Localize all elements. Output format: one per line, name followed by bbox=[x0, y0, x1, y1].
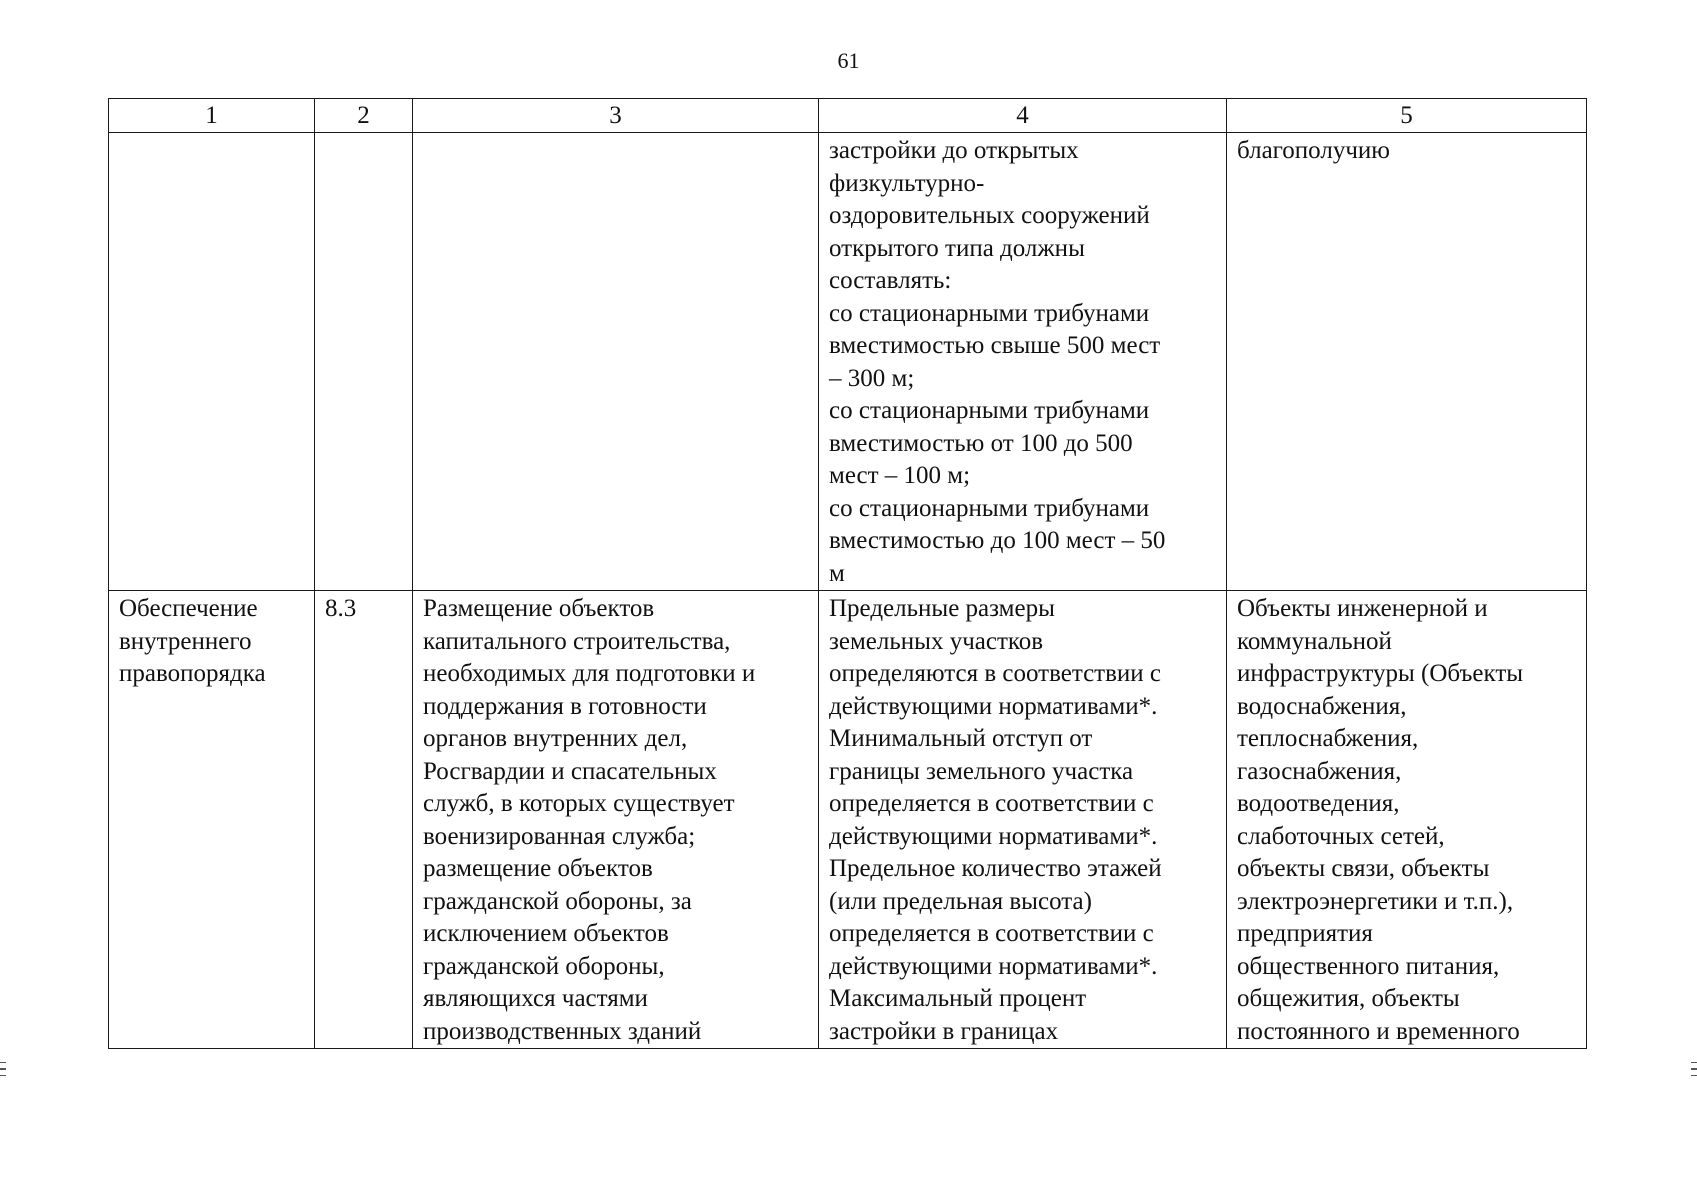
cell-text-line: производственных зданий bbox=[423, 1017, 702, 1045]
cell-text-line: действующими нормативами*. bbox=[829, 692, 1158, 720]
column-header-3: 3 bbox=[413, 99, 819, 133]
cell-text-line: оздоровительных сооружений bbox=[829, 202, 1150, 229]
cell-text-line: газоснабжения, bbox=[1237, 757, 1402, 785]
cell-text-line: правопорядка bbox=[119, 660, 266, 687]
cell-text-line: водоснабжения, bbox=[1237, 692, 1407, 720]
cell-text-line: являющихся частями bbox=[423, 985, 648, 1012]
cell-text-line: физкультурно- bbox=[829, 169, 985, 197]
cell-text-line: электроэнергетики и т.п.), bbox=[1237, 887, 1514, 915]
cell-text-line: общежития, объекты bbox=[1237, 985, 1460, 1012]
cell-parameters bbox=[819, 133, 1227, 591]
cell-text-line: благополучию bbox=[1237, 137, 1390, 164]
cell-text-line: м bbox=[829, 559, 845, 587]
scan-edge-mark-right bbox=[1691, 1062, 1697, 1084]
cell-text-line: общественного питания, bbox=[1237, 952, 1500, 980]
cell-permitted-uses bbox=[1227, 133, 1587, 591]
cell-text-line: вместимостью от 100 до 500 bbox=[829, 429, 1133, 457]
scan-edge-mark-left bbox=[0, 1062, 6, 1084]
cell-text-line: водоотведения, bbox=[1237, 790, 1400, 817]
cell-text-line: необходимых для подготовки и bbox=[423, 660, 756, 687]
cell-text-line: внутреннего bbox=[119, 627, 252, 655]
cell-text-line: Обеспечение bbox=[119, 595, 258, 622]
cell-text-line: военизированная служба; bbox=[423, 822, 696, 850]
cell-text-line: Размещение объектов bbox=[423, 595, 655, 622]
cell-text-line: размещение объектов bbox=[423, 855, 653, 882]
column-header-2: 2 bbox=[315, 99, 413, 133]
cell-text-line: Предельные размеры bbox=[829, 595, 1055, 622]
cell-text-line: служб, в которых существует bbox=[423, 790, 735, 817]
cell-permitted-uses bbox=[1227, 591, 1587, 1049]
page-number: 61 bbox=[837, 48, 860, 73]
cell-text-line: застройки до открытых bbox=[829, 137, 1079, 164]
cell-text-line: исключением объектов bbox=[423, 920, 669, 947]
column-header-5: 5 bbox=[1227, 99, 1587, 133]
regulations-table bbox=[108, 98, 1587, 1049]
cell-use-type bbox=[109, 133, 315, 591]
cell-text-line: объекты связи, объекты bbox=[1237, 855, 1490, 882]
cell-text-line: (или предельная высота) bbox=[829, 887, 1092, 915]
cell-text-line: Росгвардии и спасательных bbox=[423, 757, 717, 785]
cell-text-line: вместимостью свыше 500 мест bbox=[829, 332, 1161, 359]
cell-text-line: определяется в соответствии с bbox=[829, 920, 1154, 947]
cell-text-line: органов внутренних дел, bbox=[423, 725, 688, 752]
cell-text-line: – 300 м; bbox=[829, 364, 915, 392]
cell-text-line: постоянного и временного bbox=[1237, 1017, 1520, 1045]
cell-text-line: слаботочных сетей, bbox=[1237, 822, 1445, 850]
cell-code bbox=[315, 591, 413, 1049]
cell-text-line: предприятия bbox=[1237, 920, 1373, 947]
cell-text-line: со стационарными трибунами bbox=[829, 397, 1150, 424]
cell-description bbox=[413, 133, 819, 591]
cell-use-type bbox=[109, 591, 315, 1049]
cell-text-line: инфраструктуры (Объекты bbox=[1237, 660, 1524, 687]
cell-text-line: составлять: bbox=[829, 267, 952, 294]
cell-text-line: вместимостью до 100 мест – 50 bbox=[829, 527, 1166, 554]
table-row bbox=[109, 591, 1587, 1049]
cell-text-line: действующими нормативами*. bbox=[829, 822, 1158, 850]
cell-text-line: застройки в границах bbox=[829, 1017, 1059, 1045]
cell-text-line: коммунальной bbox=[1237, 627, 1392, 655]
cell-text-line: гражданской обороны, за bbox=[423, 887, 692, 915]
cell-text-line: определяется в соответствии с bbox=[829, 790, 1154, 817]
table-header-row bbox=[109, 99, 1587, 133]
table-row bbox=[109, 133, 1587, 591]
column-header-1: 1 bbox=[109, 99, 315, 133]
cell-text-line: мест – 100 м; bbox=[829, 462, 971, 489]
cell-text-line: действующими нормативами*. bbox=[829, 952, 1158, 980]
cell-text-line: теплоснабжения, bbox=[1237, 725, 1419, 752]
cell-text-line: земельных участков bbox=[829, 627, 1044, 655]
cell-text-line: поддержания в готовности bbox=[423, 692, 707, 720]
cell-text-line: открытого типа должны bbox=[829, 234, 1085, 262]
cell-text-line: Максимальный процент bbox=[829, 985, 1087, 1012]
cell-text-line: Объекты инженерной и bbox=[1237, 595, 1488, 622]
cell-text-line: Предельное количество этажей bbox=[829, 855, 1162, 882]
cell-description bbox=[413, 591, 819, 1049]
cell-text-line: границы земельного участка bbox=[829, 757, 1134, 785]
cell-text-line: со стационарными трибунами bbox=[829, 299, 1150, 327]
cell-text-line: 8.3 bbox=[325, 595, 357, 622]
cell-text-line: со стационарными трибунами bbox=[829, 494, 1150, 522]
cell-text-line: капитального строительства, bbox=[423, 627, 731, 655]
cell-text-line: Минимальный отступ от bbox=[829, 725, 1093, 752]
cell-text-line: определяются в соответствии с bbox=[829, 660, 1162, 687]
cell-code bbox=[315, 133, 413, 591]
cell-parameters bbox=[819, 591, 1227, 1049]
cell-text-line: гражданской обороны, bbox=[423, 952, 665, 980]
column-header-4: 4 bbox=[819, 99, 1227, 133]
